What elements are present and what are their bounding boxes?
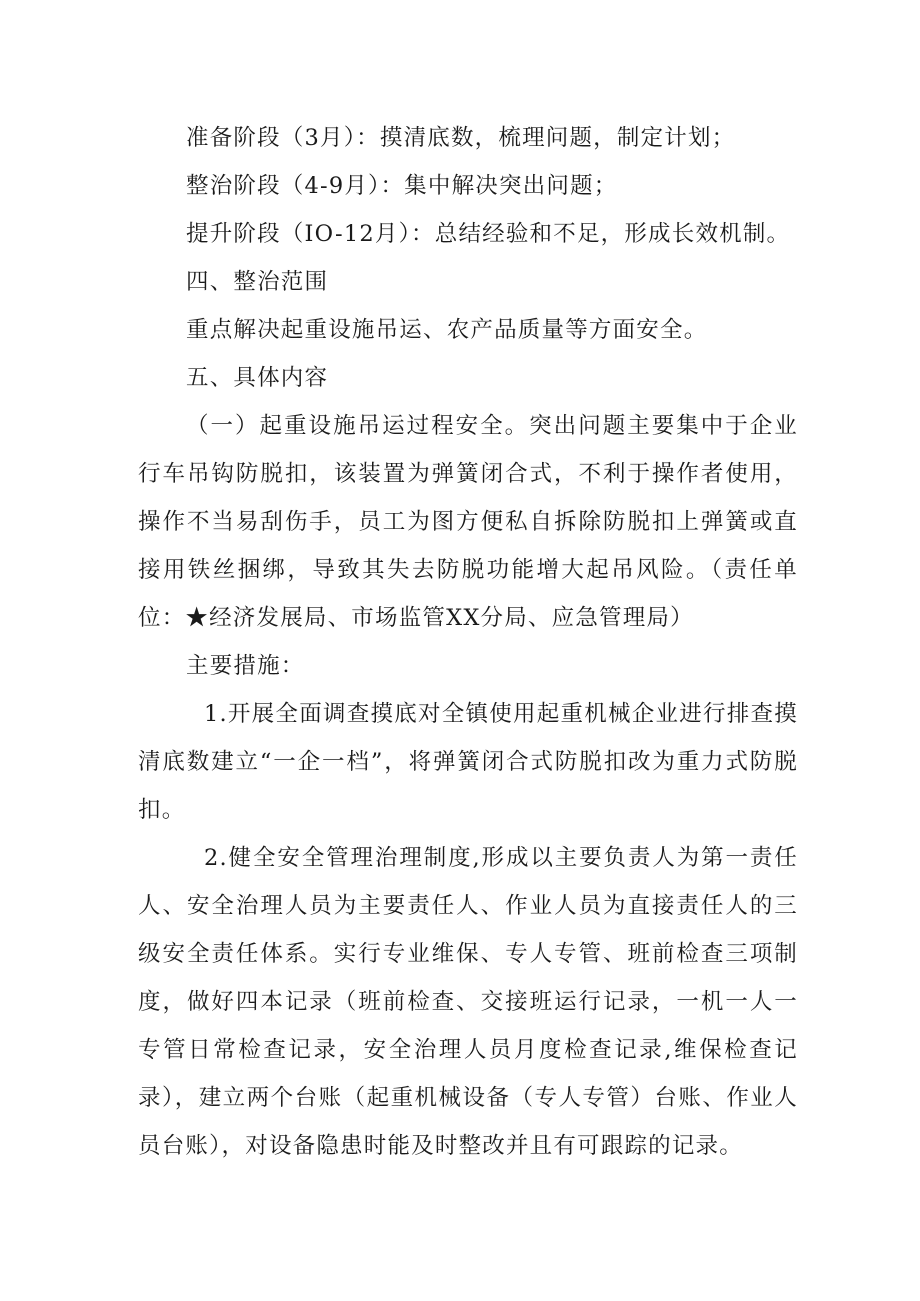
document-body [138,114,798,1170]
phase-rectification: 整治阶段（4-9月）：集中解决突出问题； [186,173,618,199]
measure-item-2: 2.健全安全管理治理制度,形成以主要负责人为第一责任人、安全治理人员为主要责任人、作业人员为直接责任人的三级安全责任体系。实行专业维保、专人专管、班前检查三项制度，做好四本记录（班前检查、交接班运行记录，一机一人一专管日常检查记录，安全治理人员月度检查记录,维保检查记录），建立两个台账（起重机械设备（专人专管）台账、作业人员台账），对设备隐患时能及时整改并且有可跟踪的记录。 [138,845,798,1159]
measure-item-1: 1.开展全面调查摸底对全镇使用起重机械企业进行排查摸清底数建立“一企一档”，将弹簧闭合式防脱扣改为重力式防脱扣。 [138,701,798,823]
lifting-safety-paragraph: （一）起重设施吊运过程安全。突出问题主要集中于企业行车吊钩防脱扣，该装置为弹簧闭合式，不利于操作者使用，操作不当易刮伤手，员工为图方便私自拆除防脱扣上弹簧或直接用铁丝捆绑，导致其失去防脱功能增大起吊风险。（责任单位：★经济发展局、市场监管XX分局、应急管理局） [138,413,798,631]
phase-preparation: 准备阶段（3月）：摸清底数，梳理问题，制定计划； [186,125,736,151]
scope-paragraph: 重点解决起重设施吊运、农产品质量等方面安全。 [186,317,708,343]
main-measures-heading: 主要措施： [186,653,305,679]
phase-improvement: 提升阶段（IO-12月）：总结经验和不足，形成长效机制。 [186,221,791,247]
section-heading-content: 五、具体内容 [186,365,329,391]
section-heading-scope: 四、整治范围 [186,269,329,295]
